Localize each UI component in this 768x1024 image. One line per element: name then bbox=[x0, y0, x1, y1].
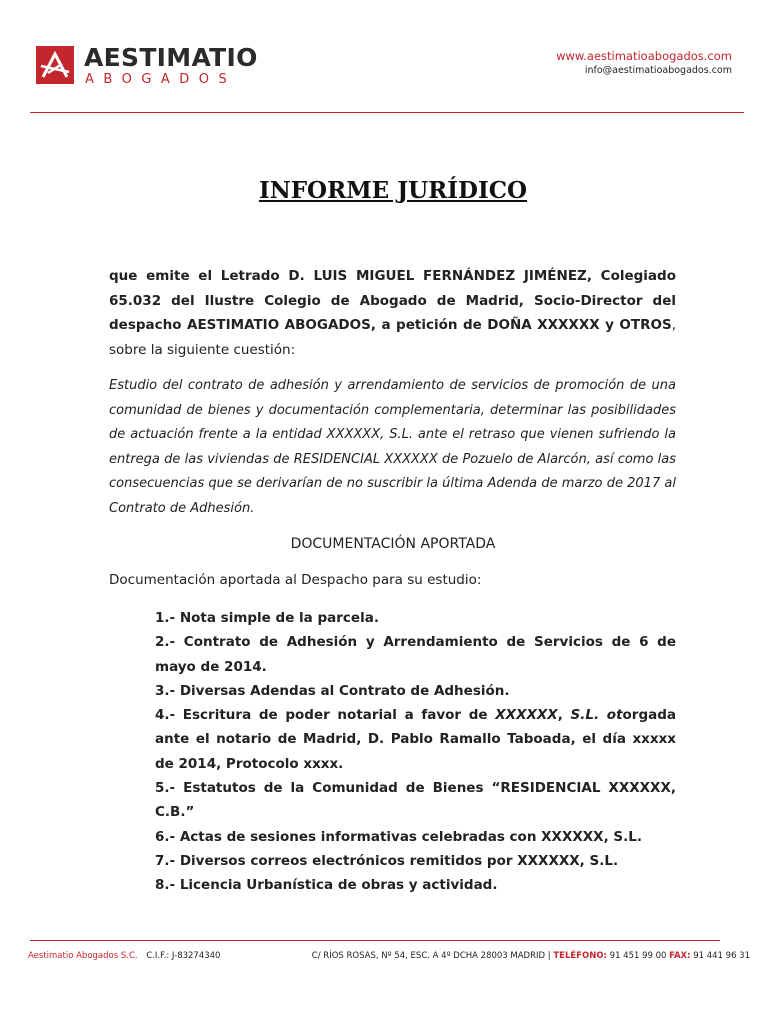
list-item: 5.- Estatutos de la Comunidad de Bienes “RESIDENCIAL XXXXXX, C.B.” bbox=[155, 780, 676, 821]
document-title: INFORME JURÍDICO bbox=[258, 177, 528, 204]
lawyer-name: LUIS MIGUEL FERNÁNDEZ JIMÉNEZ bbox=[313, 268, 587, 284]
page-footer bbox=[28, 951, 750, 961]
logo-subtitle: ABOGADOS bbox=[85, 72, 237, 87]
footer-phone-label: TELÉFONO: bbox=[553, 951, 607, 961]
intro-text-3: , a petición de bbox=[370, 317, 488, 333]
law-firm-logo-icon bbox=[36, 46, 74, 84]
list-item: 6.- Actas de sesiones informativas celebradas con XXXXXX, S.L. bbox=[155, 828, 643, 845]
firm-name: AESTIMATIO ABOGADOS bbox=[187, 317, 371, 333]
documents-list bbox=[155, 606, 676, 898]
section-heading: DOCUMENTACIÓN APORTADA bbox=[290, 536, 496, 552]
doc4-entity: XXXXXX bbox=[495, 707, 558, 724]
client-name: DOÑA XXXXXX y OTROS bbox=[487, 317, 672, 333]
header-divider bbox=[30, 112, 744, 113]
footer-divider bbox=[30, 940, 720, 941]
footer-fax: 91 441 96 31 bbox=[693, 951, 750, 961]
header-contact bbox=[556, 49, 732, 77]
doc4-text-1: 4.- Escritura de poder notarial a favor de bbox=[155, 707, 496, 724]
footer-phone: 91 451 99 00 bbox=[609, 951, 667, 961]
footer-firm: Aestimatio Abogados S.C. bbox=[28, 951, 138, 961]
footer-contact bbox=[312, 951, 750, 961]
intro-paragraph bbox=[109, 264, 676, 362]
doc4-entity-suffix: S.L. ot bbox=[570, 707, 623, 724]
email-link[interactable]: info@aestimatioabogados.com bbox=[584, 65, 732, 76]
list-item: 2.- Contrato de Adhesión y Arrendamiento de Servicios de 6 de mayo de 2014. bbox=[155, 634, 676, 675]
subject-paragraph: Estudio del contrato de adhesión y arrendamiento de servicios de promoción de una comunidad de bienes y documentación complementaria, determinar las posibilidades de actuación frente a la entidad XXXXXX, S.L. ante el retraso que vienen sufriendo la entrega de las viviendas de RESIDENCIAL XXXXXX de Pozuelo de Alarcón, así como las consecuencias que se derivarían de no suscribir la última Adenda de marzo de 2017 al Contrato de Adhesión. bbox=[109, 378, 676, 516]
doc4-text-2: , bbox=[557, 707, 571, 724]
list-item: 8.- Licencia Urbanística de obras y actividad. bbox=[155, 877, 498, 894]
list-item: 7.- Diversos correos electrónicos remitidos por XXXXXX, S.L. bbox=[155, 852, 619, 869]
list-item: 3.- Diversas Adendas al Contrato de Adhesión. bbox=[155, 682, 510, 699]
intro-text-2: , Colegiado 65.032 del Ilustre Colegio de Abogado de Madrid, Socio-Director del despacho bbox=[109, 268, 676, 333]
doc4-text-3: orgada ante el notario de Madrid, D. Pablo Ramallo Taboada, el día xxxxx de 2014, Protocolo xxxx. bbox=[155, 707, 677, 772]
footer-fax-label: FAX: bbox=[669, 951, 691, 961]
list-item bbox=[155, 703, 676, 776]
footer-cif: C.I.F.: J-83274340 bbox=[146, 951, 221, 961]
firm-logo bbox=[36, 43, 261, 91]
website-link[interactable]: www.aestimatioabogados.com bbox=[556, 49, 732, 63]
documents-intro: Documentación aportada al Despacho para su estudio: bbox=[109, 572, 482, 588]
list-item: 1.- Nota simple de la parcela. bbox=[155, 610, 379, 626]
logo-name: AESTIMATIO bbox=[84, 43, 258, 72]
footer-address: C/ RÍOS ROSAS, Nº 54, ESC. A 4º DCHA 28003 MADRID | bbox=[311, 951, 551, 961]
intro-text-1: que emite el Letrado D. bbox=[109, 268, 314, 284]
intro-text-4: , sobre la siguiente cuestión: bbox=[109, 317, 677, 358]
